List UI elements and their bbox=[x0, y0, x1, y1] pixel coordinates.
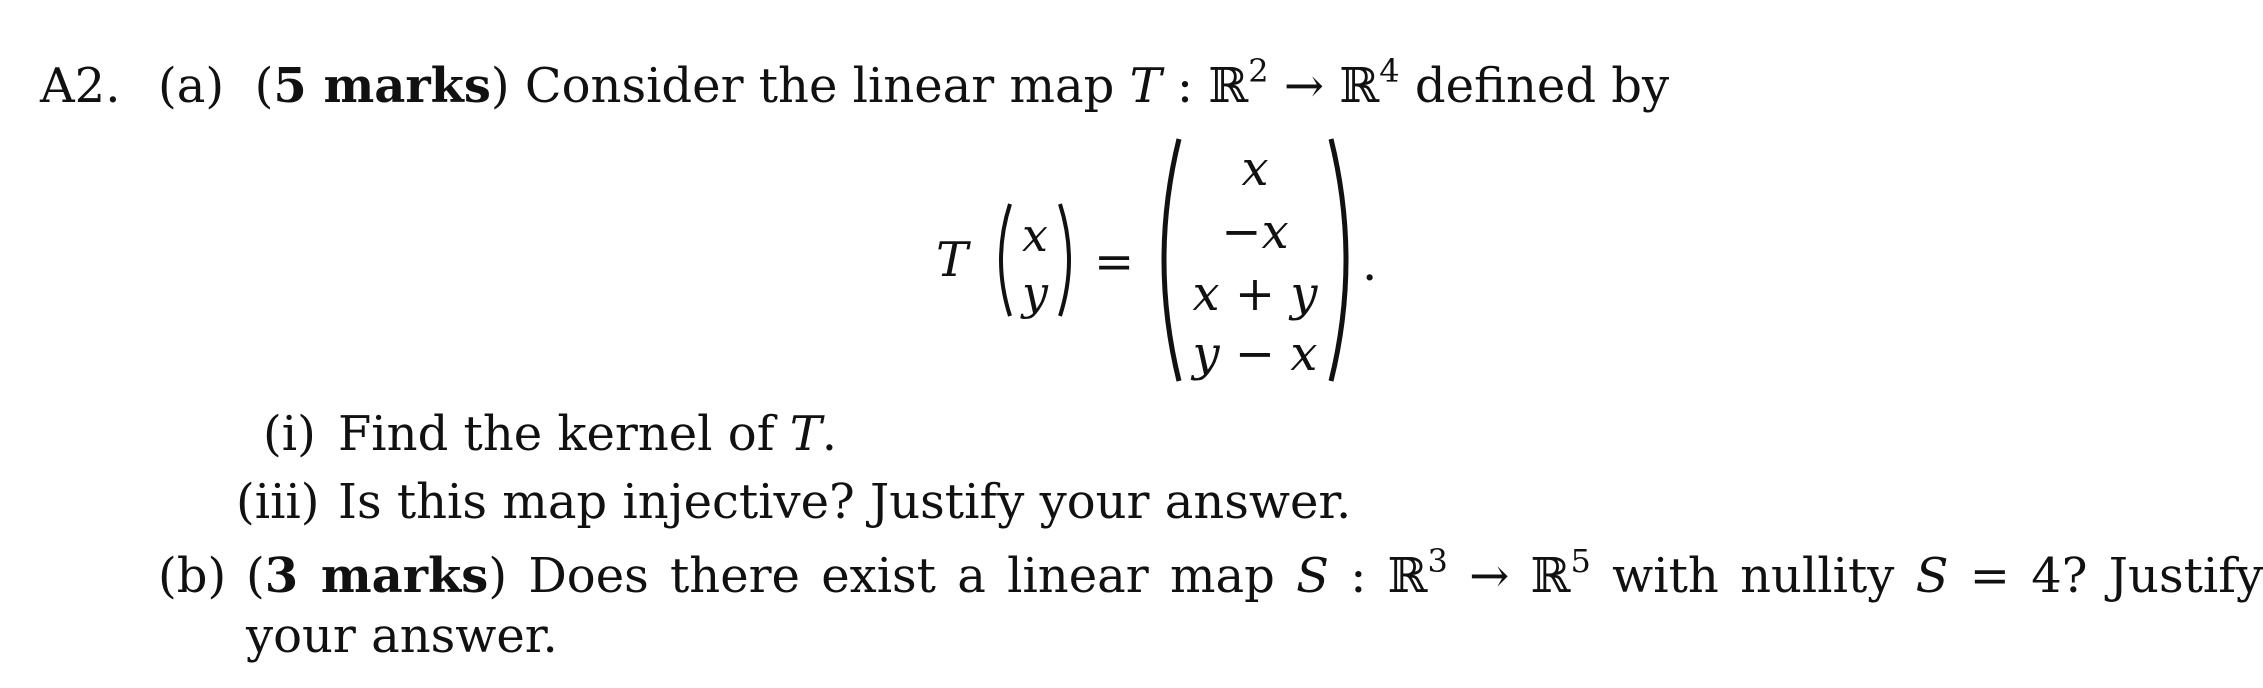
input-vector-y: y bbox=[1022, 266, 1048, 320]
part-b-line bbox=[246, 542, 2263, 604]
map-S-colon: : bbox=[1350, 548, 1367, 604]
b-codomain-R: ℝ bbox=[1530, 548, 1571, 604]
codomain-R: ℝ bbox=[1339, 58, 1380, 114]
output-vector-row-1: x bbox=[1241, 141, 1269, 197]
subpart-i-text-line bbox=[338, 406, 837, 462]
subpart-i-end: . bbox=[821, 406, 837, 462]
subpart-i-var: T bbox=[789, 406, 822, 462]
part-b-label: (b) bbox=[158, 548, 227, 604]
equation-lhs-T: T bbox=[936, 232, 969, 288]
b-domain-R: ℝ bbox=[1387, 548, 1428, 604]
part-b-open-paren: ( bbox=[246, 548, 265, 604]
b-domain-exponent: 3 bbox=[1427, 542, 1448, 580]
part-a-open-paren: ( bbox=[254, 58, 274, 114]
nullity-S: S bbox=[1915, 548, 1949, 604]
map-arrow: → bbox=[1283, 58, 1325, 114]
map-colon: : bbox=[1176, 58, 1194, 114]
b-map-arrow: → bbox=[1469, 548, 1510, 604]
part-b-close-paren: ) bbox=[488, 548, 508, 604]
subpart-iii-label: (iii) bbox=[236, 474, 320, 530]
part-a-close-paren: ) bbox=[490, 58, 510, 114]
question-number: A2. bbox=[40, 58, 121, 114]
part-a-marks: 5 marks bbox=[273, 58, 491, 114]
domain-R: ℝ bbox=[1208, 58, 1249, 114]
part-b-text3: 4? Justify bbox=[2031, 548, 2263, 604]
part-a-line bbox=[158, 52, 1670, 114]
input-vector-x: x bbox=[1022, 208, 1048, 262]
subpart-iii-text: Is this map injective? Justify your answer. bbox=[338, 474, 1352, 530]
map-S: S bbox=[1296, 548, 1329, 604]
nullity-equals: = bbox=[1969, 548, 2010, 604]
map-T: T bbox=[1129, 58, 1162, 114]
part-b-text2: with nullity bbox=[1612, 548, 1895, 604]
subpart-i-label: (i) bbox=[263, 406, 316, 462]
subpart-i-text: Find the kernel of bbox=[338, 406, 775, 462]
part-b-line2: your answer. bbox=[246, 608, 558, 664]
part-b-text1: Does there exist a linear map bbox=[528, 548, 1275, 604]
b-codomain-exponent: 5 bbox=[1570, 542, 1591, 580]
equation-equals: = bbox=[1094, 234, 1135, 290]
part-a-text1: Consider the linear map bbox=[524, 58, 1115, 114]
part-b-marks: 3 marks bbox=[264, 548, 489, 604]
domain-exponent: 2 bbox=[1248, 52, 1269, 90]
part-a-label: (a) bbox=[158, 58, 225, 114]
output-vector-row-3: x + y bbox=[1192, 266, 1318, 322]
equation-period: . bbox=[1362, 236, 1378, 292]
output-vector-row-4: y − x bbox=[1192, 326, 1318, 382]
output-vector-row-2: −x bbox=[1221, 204, 1289, 260]
codomain-exponent: 4 bbox=[1379, 52, 1400, 90]
part-a-text2: defined by bbox=[1414, 58, 1670, 114]
